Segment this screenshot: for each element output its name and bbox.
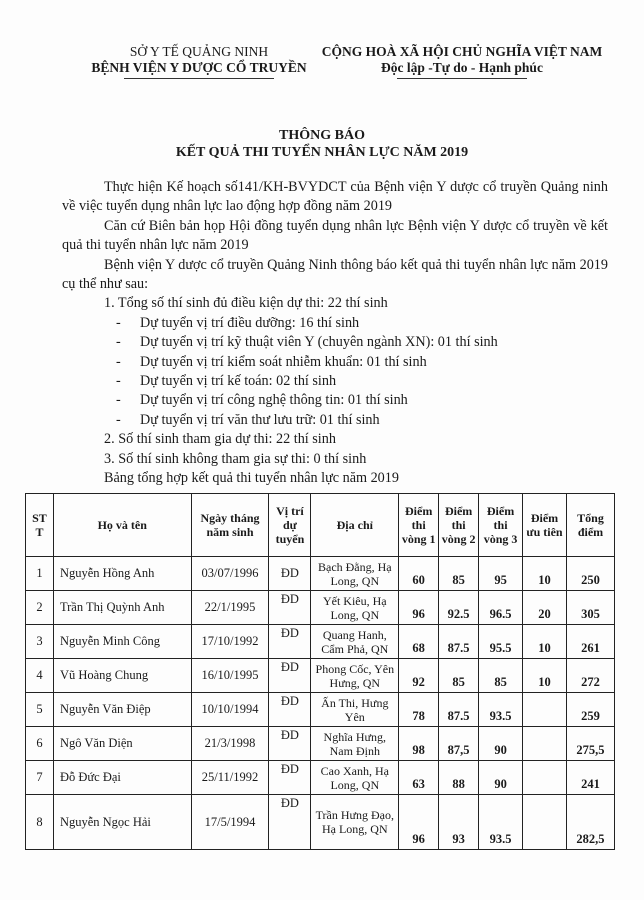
table-row (26, 625, 615, 659)
position-item: - Dự tuyển vị trí công nghệ thông tin: 01 thí sinh (116, 392, 408, 409)
position-item: - Dự tuyển vị trí kế toán: 02 thí sinh (116, 373, 337, 390)
cell-address: Bạch Đằng, Hạ Long, QN (311, 557, 399, 591)
cell-position: ĐD (269, 625, 311, 659)
cell-address: Cao Xanh, Hạ Long, QN (311, 761, 399, 795)
header-stt: ST T (26, 494, 54, 557)
cell-round3: 85 (479, 659, 523, 693)
cell-position: ĐD (269, 761, 311, 795)
cell-priority: 10 (523, 625, 567, 659)
cell-total: 261 (566, 625, 614, 659)
cell-round1: 96 (399, 795, 439, 850)
header-total: Tổng điểm (566, 494, 614, 557)
cell-round2: 87.5 (439, 693, 479, 727)
cell-dob: 21/3/1998 (191, 727, 269, 761)
cell-priority: 10 (523, 659, 567, 693)
list-item-participants: 2. Số thí sinh tham gia dự thi: 22 thí sinh (104, 431, 336, 448)
cell-name: Ngô Văn Diện (53, 727, 191, 761)
results-table (25, 493, 615, 850)
cell-address: Ấn Thi, Hưng Yên (311, 693, 399, 727)
department-name: SỞ Y TẾ QUẢNG NINH (129, 44, 269, 59)
cell-stt: 4 (26, 659, 54, 693)
cell-round1: 60 (399, 557, 439, 591)
cell-total: 250 (566, 557, 614, 591)
cell-round2: 88 (439, 761, 479, 795)
cell-round3: 95.5 (479, 625, 523, 659)
cell-dob: 17/5/1994 (191, 795, 269, 850)
cell-position: ĐD (269, 727, 311, 761)
table-caption: Bảng tổng hợp kết quả thi tuyển nhân lực năm 2019 (104, 470, 399, 487)
table-row (26, 795, 615, 850)
cell-priority: 20 (523, 591, 567, 625)
position-item: - Dự tuyển vị trí điều dưỡng: 16 thí sinh (116, 314, 360, 331)
table-row (26, 693, 615, 727)
cell-total: 272 (566, 659, 614, 693)
header-name: Họ và tên (53, 494, 191, 557)
cell-name: Nguyễn Minh Công (53, 625, 191, 659)
national-title: CỘNG HOÀ XÃ HỘI CHỦ NGHĨA VIỆT NAM (321, 44, 603, 59)
cell-round2: 85 (439, 659, 479, 693)
notice-body (62, 178, 608, 489)
cell-stt: 7 (26, 761, 54, 795)
cell-round1: 78 (399, 693, 439, 727)
cell-round1: 96 (399, 591, 439, 625)
list-item-eligible: 1. Tổng số thí sinh đủ điều kiện dự thi: 22 thí sinh (104, 295, 388, 312)
cell-dob: 25/11/1992 (191, 761, 269, 795)
position-item: - Dự tuyển vị trí kiểm soát nhiễm khuẩn: 01 thí sinh (116, 353, 427, 370)
header-position: Vị trí dự tuyển (269, 494, 311, 557)
cell-stt: 1 (26, 557, 54, 591)
cell-dob: 16/10/1995 (191, 659, 269, 693)
header-round3: Điểm thi vòng 3 (479, 494, 523, 557)
table-row (26, 761, 615, 795)
cell-round1: 98 (399, 727, 439, 761)
hospital-name: BỆNH VIỆN Y DƯỢC CỔ TRUYỀN (91, 60, 307, 75)
paragraph-announcement: Bệnh viện Y dược cổ truyền Quảng Ninh thông báo kết quả thi tuyển nhân lực năm 2019 cụ thể như sau: (62, 256, 608, 293)
header-underline (124, 78, 274, 79)
cell-round2: 92.5 (439, 591, 479, 625)
cell-round2: 87,5 (439, 727, 479, 761)
cell-round1: 63 (399, 761, 439, 795)
cell-stt: 8 (26, 795, 54, 850)
cell-name: Nguyễn Văn Điệp (53, 693, 191, 727)
cell-priority (523, 693, 567, 727)
cell-round1: 92 (399, 659, 439, 693)
notice-subtitle: KẾT QUẢ THI TUYỂN NHÂN LỰC NĂM 2019 (175, 145, 469, 160)
cell-round3: 90 (479, 727, 523, 761)
cell-name: Vũ Hoàng Chung (53, 659, 191, 693)
cell-name: Nguyễn Hồng Anh (53, 557, 191, 591)
cell-dob: 03/07/1996 (191, 557, 269, 591)
cell-priority (523, 727, 567, 761)
cell-name: Nguyễn Ngọc Hải (53, 795, 191, 850)
notice-title: THÔNG BÁO (279, 128, 365, 143)
cell-dob: 17/10/1992 (191, 625, 269, 659)
national-motto: Độc lập -Tự do - Hạnh phúc (381, 60, 543, 75)
list-item-absent: 3. Số thí sinh không tham gia sự thi: 0 thí sinh (104, 450, 367, 467)
header-dob: Ngày tháng năm sinh (191, 494, 269, 557)
cell-address: Quang Hanh, Cẩm Phả, QN (311, 625, 399, 659)
cell-dob: 22/1/1995 (191, 591, 269, 625)
table-row (26, 727, 615, 761)
cell-priority (523, 761, 567, 795)
table-header-row (26, 494, 615, 557)
cell-stt: 6 (26, 727, 54, 761)
cell-round3: 95 (479, 557, 523, 591)
cell-stt: 3 (26, 625, 54, 659)
position-item: - Dự tuyển vị trí văn thư lưu trữ: 01 thí sinh (116, 411, 380, 428)
cell-total: 305 (566, 591, 614, 625)
cell-position: ĐD (269, 659, 311, 693)
cell-name: Đỗ Đức Đại (53, 761, 191, 795)
cell-address: Trần Hưng Đạo, Hạ Long, QN (311, 795, 399, 850)
cell-priority (523, 795, 567, 850)
table-row (26, 591, 615, 625)
motto-underline (397, 78, 527, 79)
cell-stt: 2 (26, 591, 54, 625)
paragraph-basis-minutes: Căn cứ Biên bản họp Hội đồng tuyển dụng nhân lực Bệnh viện Y dược cổ truyền về kết quả thi tuyển nhân lực năm 2019 (62, 217, 608, 254)
position-item: - Dự tuyển vị trí kỹ thuật viên Y (chuyên ngành XN): 01 thí sinh (116, 334, 498, 351)
header-priority: Điểm ưu tiên (523, 494, 567, 557)
cell-round3: 90 (479, 761, 523, 795)
national-header (302, 44, 622, 79)
table-row (26, 659, 615, 693)
cell-round3: 93.5 (479, 795, 523, 850)
header-round1: Điểm thi vòng 1 (399, 494, 439, 557)
agency-header (84, 44, 314, 79)
cell-stt: 5 (26, 693, 54, 727)
cell-name: Trần Thị Quỳnh Anh (53, 591, 191, 625)
cell-priority: 10 (523, 557, 567, 591)
cell-round2: 85 (439, 557, 479, 591)
cell-round2: 87.5 (439, 625, 479, 659)
cell-total: 259 (566, 693, 614, 727)
header-address: Địa chỉ (311, 494, 399, 557)
cell-total: 282,5 (566, 795, 614, 850)
cell-position: ĐD (269, 557, 311, 591)
cell-round3: 93.5 (479, 693, 523, 727)
cell-position: ĐD (269, 591, 311, 625)
header-round2: Điểm thi vòng 2 (439, 494, 479, 557)
cell-total: 275,5 (566, 727, 614, 761)
cell-round1: 68 (399, 625, 439, 659)
cell-round2: 93 (439, 795, 479, 850)
cell-address: Nghĩa Hưng, Nam Định (311, 727, 399, 761)
cell-position: ĐD (269, 693, 311, 727)
cell-address: Phong Cốc, Yên Hưng, QN (311, 659, 399, 693)
cell-address: Yết Kiêu, Hạ Long, QN (311, 591, 399, 625)
paragraph-basis-plan: Thực hiện Kế hoạch số141/KH-BVYDCT của Bệnh viện Y dược cổ truyền Quảng ninh về việc tuyển dụng nhân lực lao động hợp đồng năm 2019 (62, 179, 608, 215)
cell-round3: 96.5 (479, 591, 523, 625)
cell-total: 241 (566, 761, 614, 795)
cell-dob: 10/10/1994 (191, 693, 269, 727)
table-row (26, 557, 615, 591)
cell-position: ĐD (269, 795, 311, 850)
